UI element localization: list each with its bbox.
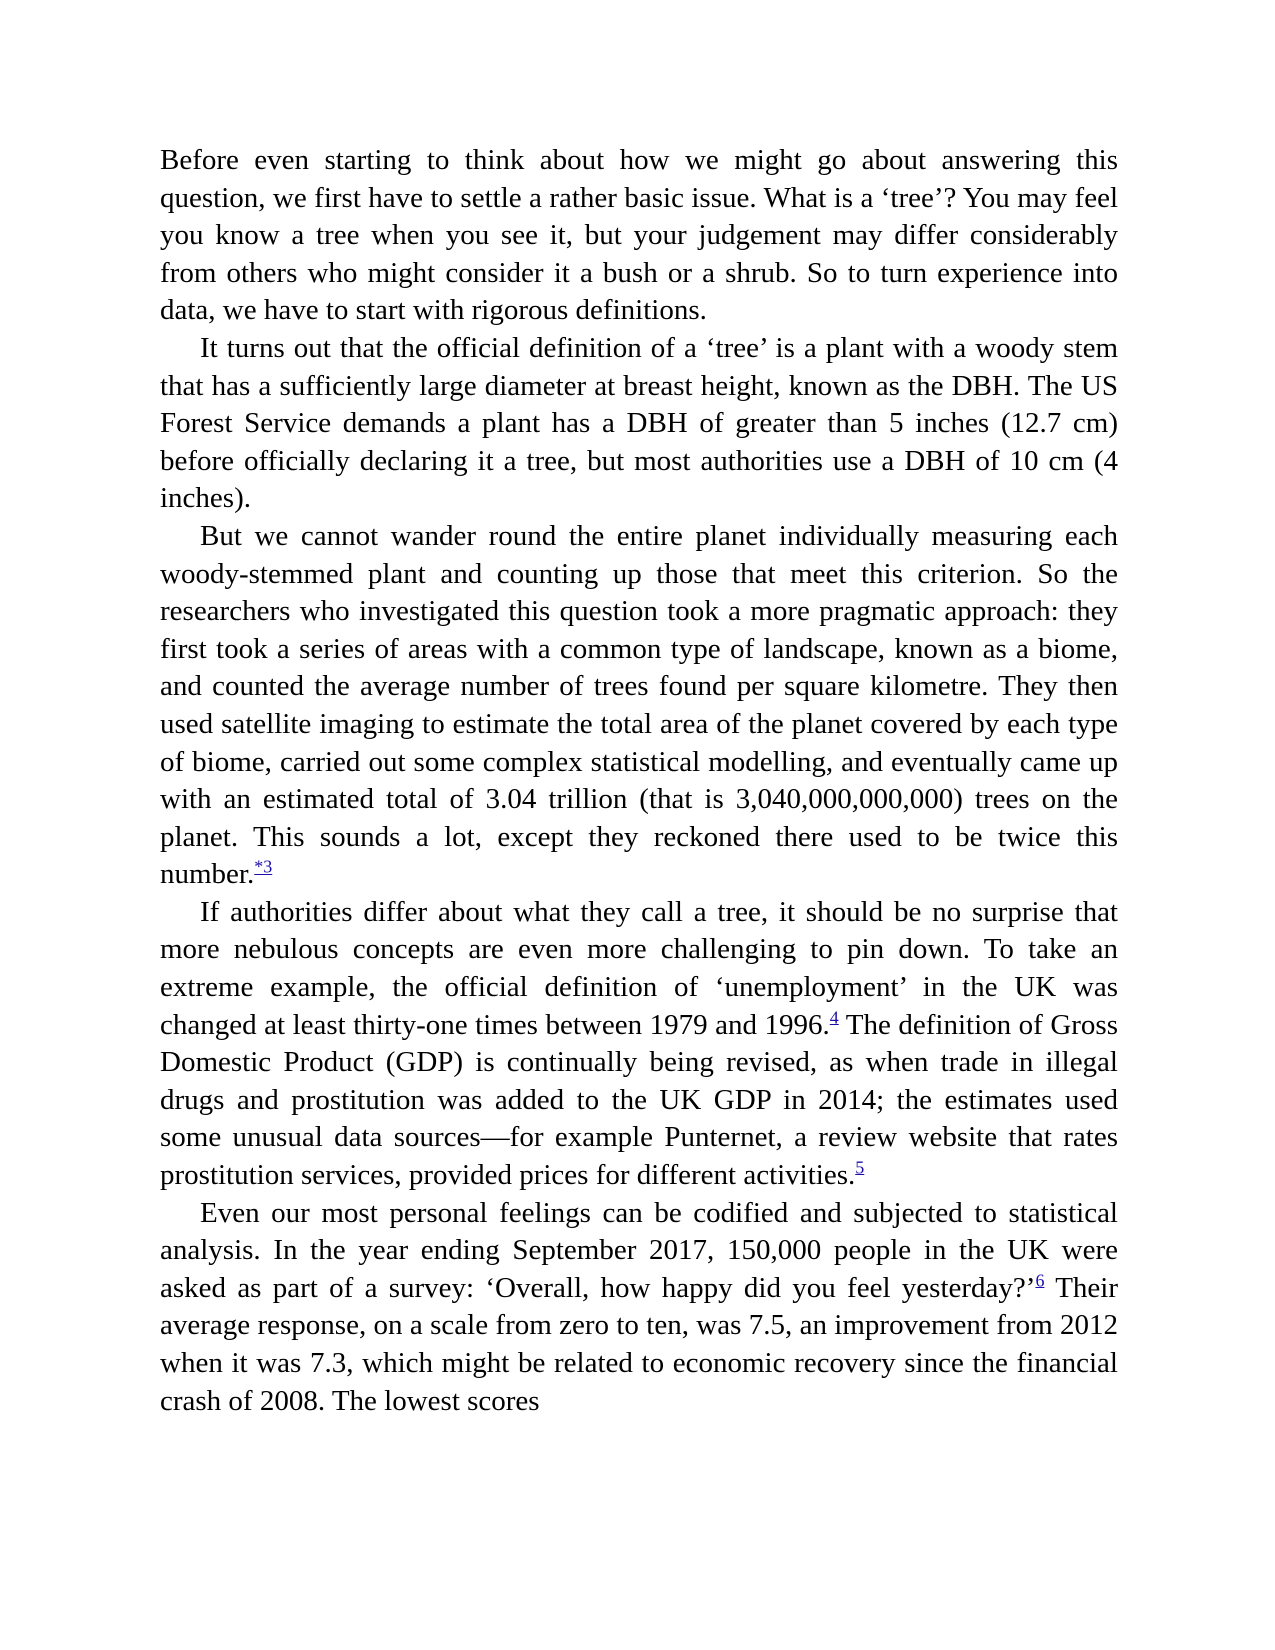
paragraph-happiness-survey — [160, 1195, 1118, 1421]
paragraph-text: Even our most personal feelings can be codified and subjected to statistical analysis. In the year ending September 2017, 150,000 people in the UK were asked as part of a survey: ‘Overall, how happy did you feel yesterday?’ — [160, 1196, 1118, 1304]
paragraph-text: Before even starting to think about how we might go about answering this question, we first have to settle a rather basic issue. What is a ‘tree’? You may feel you know a tree when you see it, but your judgement may differ considerably from others who might consider it a bush or a shrub. So to turn experience into data, we have to start with rigorous definitions. — [160, 144, 1118, 327]
page-body — [160, 142, 1118, 1420]
footnote-link-star-3[interactable]: *3 — [254, 856, 273, 877]
paragraph-text: But we cannot wander round the entire planet individually measuring each woody-stemmed plant and counting up those that meet this criterion. So the researchers who investigated this question took a more pragmatic approach: they first took a series of areas with a common type of landscape, known as a biome, and counted the average number of trees found per square kilometre. They then used satellite imaging to estimate the total area of the planet covered by each type of biome, carried out some complex statistical modelling, and eventually came up with an estimated total of 3.04 trillion (that is 3,040,000,000,000) trees on the planet. This sounds a lot, except they reckoned there used to be twice this number. — [160, 519, 1118, 891]
paragraph-tree-count-method — [160, 518, 1118, 894]
footnote-link-4[interactable]: 4 — [829, 1007, 839, 1027]
footnote-link-6[interactable]: 6 — [1035, 1270, 1045, 1291]
paragraph-trees-definition-intro — [160, 142, 1118, 330]
paragraph-text: It turns out that the official definition of a ‘tree’ is a plant with a woody stem that has a sufficiently large diameter at breast height, known as the DBH. The US Forest Service demands a plant has a DBH of greater than 5 inches (12.7 cm) before officially declaring it a tree, but most authorities use a DBH of 10 cm (4 inches). — [160, 331, 1118, 515]
paragraph-unemployment-gdp — [160, 894, 1118, 1195]
paragraph-text: If authorities differ about what they call a tree, it should be no surprise that more nebulous concepts are even more challenging to pin down. To take an extreme example, the official definition of ‘unemployment’ in the UK was changed at least thirty-one times between 1979 and 1996. — [160, 895, 1118, 1041]
paragraph-dbh-definition — [160, 330, 1118, 518]
paragraph-text: Their average response, on a scale from zero to ten, was 7.5, an improvement from 2012 when it was 7.3, which might be related to economic recovery since the financial crash of 2008. The lowest scores — [160, 1271, 1118, 1417]
footnote-link-5[interactable]: 5 — [855, 1157, 865, 1178]
paragraph-text: The definition of Gross Domestic Product (GDP) is continually being revised, as when trade in illegal drugs and prostitution was added to the UK GDP in 2014; the estimates used some unusual data sources—for example Punternet, a review website that rates prostitution services, provided prices for different activities. — [160, 1008, 1118, 1192]
